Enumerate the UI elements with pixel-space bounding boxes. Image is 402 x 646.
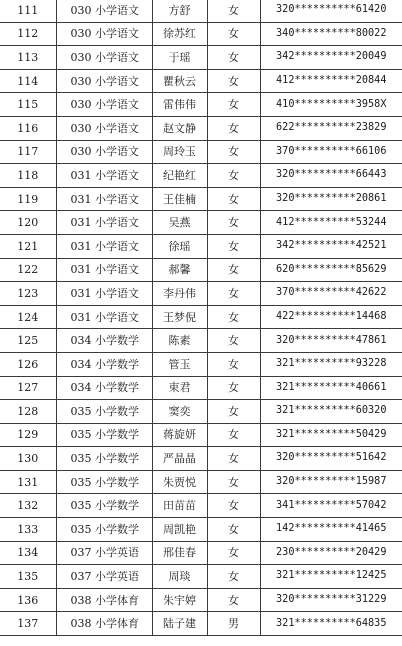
row-number-cell: 120 — [0, 211, 56, 235]
subject-cell: 030 小学语文 — [56, 46, 152, 70]
row-number-cell: 134 — [0, 541, 56, 565]
candidate-name-cell: 郝馨 — [152, 258, 207, 282]
row-number-cell: 121 — [0, 234, 56, 258]
table-row — [0, 518, 402, 542]
subject-cell: 031 小学语文 — [56, 211, 152, 235]
table-row — [0, 211, 402, 235]
subject-cell: 031 小学语文 — [56, 187, 152, 211]
candidate-name-cell: 徐瑶 — [152, 234, 207, 258]
table-row — [0, 612, 402, 636]
subject-cell: 031 小学语文 — [56, 305, 152, 329]
subject-cell: 031 小学语文 — [56, 258, 152, 282]
candidate-name-cell: 朱贾悦 — [152, 470, 207, 494]
subject-cell: 030 小学语文 — [56, 93, 152, 117]
gender-cell: 女 — [207, 282, 260, 306]
gender-cell: 女 — [207, 565, 260, 589]
subject-cell: 031 小学语文 — [56, 164, 152, 188]
table-row — [0, 565, 402, 589]
row-number-cell: 136 — [0, 588, 56, 612]
row-number-cell: 131 — [0, 470, 56, 494]
candidate-name-cell: 李丹伟 — [152, 282, 207, 306]
id-number-cell: 422**********14468 — [260, 305, 402, 329]
candidate-name-cell: 窦奕 — [152, 400, 207, 424]
id-number-cell: 370**********66106 — [260, 140, 402, 164]
id-number-cell: 340**********80022 — [260, 22, 402, 46]
gender-cell: 女 — [207, 329, 260, 353]
candidate-name-cell: 周凯艳 — [152, 518, 207, 542]
row-number-cell: 116 — [0, 116, 56, 140]
candidate-name-cell: 吴燕 — [152, 211, 207, 235]
subject-cell: 037 小学英语 — [56, 541, 152, 565]
row-number-cell: 123 — [0, 282, 56, 306]
id-number-cell: 320**********61420 — [260, 0, 402, 22]
gender-cell: 女 — [207, 470, 260, 494]
id-number-cell: 321**********12425 — [260, 565, 402, 589]
table-row — [0, 329, 402, 353]
gender-cell: 女 — [207, 46, 260, 70]
table-row — [0, 164, 402, 188]
subject-cell: 030 小学语文 — [56, 69, 152, 93]
candidate-name-cell: 周琰 — [152, 565, 207, 589]
table-row — [0, 447, 402, 471]
subject-cell: 030 小学语文 — [56, 116, 152, 140]
id-number-cell: 320**********66443 — [260, 164, 402, 188]
row-number-cell: 127 — [0, 376, 56, 400]
row-number-cell: 132 — [0, 494, 56, 518]
gender-cell: 女 — [207, 518, 260, 542]
row-number-cell: 124 — [0, 305, 56, 329]
table-row — [0, 234, 402, 258]
table-row — [0, 187, 402, 211]
row-number-cell: 135 — [0, 565, 56, 589]
candidate-name-cell: 蒋旋妍 — [152, 423, 207, 447]
row-number-cell: 115 — [0, 93, 56, 117]
row-number-cell: 113 — [0, 46, 56, 70]
table-row — [0, 588, 402, 612]
candidate-name-cell: 徐苏红 — [152, 22, 207, 46]
row-number-cell: 117 — [0, 140, 56, 164]
row-number-cell: 122 — [0, 258, 56, 282]
candidate-name-cell: 田苗苗 — [152, 494, 207, 518]
table-row — [0, 22, 402, 46]
gender-cell: 女 — [207, 116, 260, 140]
subject-cell: 030 小学语文 — [56, 22, 152, 46]
gender-cell: 男 — [207, 612, 260, 636]
table-row — [0, 541, 402, 565]
id-number-cell: 142**********41465 — [260, 518, 402, 542]
gender-cell: 女 — [207, 234, 260, 258]
candidate-name-cell: 周玲玉 — [152, 140, 207, 164]
candidate-name-cell: 邢佳春 — [152, 541, 207, 565]
subject-cell: 030 小学语文 — [56, 0, 152, 22]
subject-cell: 034 小学数学 — [56, 376, 152, 400]
gender-cell: 女 — [207, 541, 260, 565]
gender-cell: 女 — [207, 588, 260, 612]
gender-cell: 女 — [207, 187, 260, 211]
gender-cell: 女 — [207, 447, 260, 471]
gender-cell: 女 — [207, 423, 260, 447]
id-number-cell: 320**********20861 — [260, 187, 402, 211]
subject-cell: 038 小学体育 — [56, 588, 152, 612]
gender-cell: 女 — [207, 305, 260, 329]
id-number-cell: 320**********31229 — [260, 588, 402, 612]
id-number-cell: 342**********20049 — [260, 46, 402, 70]
row-number-cell: 137 — [0, 612, 56, 636]
candidate-name-cell: 束君 — [152, 376, 207, 400]
candidate-name-cell: 王梦倪 — [152, 305, 207, 329]
candidate-name-cell: 纪艳红 — [152, 164, 207, 188]
subject-cell: 035 小学数学 — [56, 518, 152, 542]
id-number-cell: 321**********64835 — [260, 612, 402, 636]
table-row — [0, 140, 402, 164]
id-number-cell: 321**********50429 — [260, 423, 402, 447]
table-row — [0, 400, 402, 424]
candidate-name-cell: 朱宇婷 — [152, 588, 207, 612]
gender-cell: 女 — [207, 69, 260, 93]
gender-cell: 女 — [207, 258, 260, 282]
gender-cell: 女 — [207, 0, 260, 22]
table-row — [0, 376, 402, 400]
id-number-cell: 410**********3958X — [260, 93, 402, 117]
gender-cell: 女 — [207, 164, 260, 188]
id-number-cell: 620**********85629 — [260, 258, 402, 282]
row-number-cell: 112 — [0, 22, 56, 46]
candidate-name-cell: 王佳楠 — [152, 187, 207, 211]
id-number-cell: 370**********42622 — [260, 282, 402, 306]
table-row — [0, 116, 402, 140]
table-row — [0, 69, 402, 93]
row-number-cell: 133 — [0, 518, 56, 542]
candidate-name-cell: 瞿秋云 — [152, 69, 207, 93]
id-number-cell: 412**********53244 — [260, 211, 402, 235]
table-row — [0, 0, 402, 22]
gender-cell: 女 — [207, 376, 260, 400]
table-row — [0, 258, 402, 282]
subject-cell: 035 小学数学 — [56, 494, 152, 518]
id-number-cell: 412**********20844 — [260, 69, 402, 93]
subject-cell: 035 小学数学 — [56, 470, 152, 494]
table-row — [0, 282, 402, 306]
table-row — [0, 305, 402, 329]
table-row — [0, 494, 402, 518]
row-number-cell: 111 — [0, 0, 56, 22]
subject-cell: 038 小学体育 — [56, 612, 152, 636]
gender-cell: 女 — [207, 494, 260, 518]
gender-cell: 女 — [207, 22, 260, 46]
table-row — [0, 470, 402, 494]
row-number-cell: 119 — [0, 187, 56, 211]
subject-cell: 030 小学语文 — [56, 140, 152, 164]
row-number-cell: 114 — [0, 69, 56, 93]
subject-cell: 035 小学数学 — [56, 423, 152, 447]
row-number-cell: 126 — [0, 352, 56, 376]
subject-cell: 035 小学数学 — [56, 400, 152, 424]
gender-cell: 女 — [207, 400, 260, 424]
gender-cell: 女 — [207, 352, 260, 376]
candidate-name-cell: 管玉 — [152, 352, 207, 376]
candidate-name-cell: 陆子建 — [152, 612, 207, 636]
candidate-name-cell: 雷伟伟 — [152, 93, 207, 117]
gender-cell: 女 — [207, 140, 260, 164]
candidate-name-cell: 于瑶 — [152, 46, 207, 70]
subject-cell: 037 小学英语 — [56, 565, 152, 589]
id-number-cell: 342**********42521 — [260, 234, 402, 258]
candidate-name-cell: 严晶晶 — [152, 447, 207, 471]
table-row — [0, 352, 402, 376]
id-number-cell: 320**********15987 — [260, 470, 402, 494]
row-number-cell: 118 — [0, 164, 56, 188]
id-number-cell: 341**********57042 — [260, 494, 402, 518]
gender-cell: 女 — [207, 211, 260, 235]
id-number-cell: 320**********51642 — [260, 447, 402, 471]
subject-cell: 031 小学语文 — [56, 234, 152, 258]
id-number-cell: 622**********23829 — [260, 116, 402, 140]
table-row — [0, 46, 402, 70]
candidate-name-cell: 方舒 — [152, 0, 207, 22]
gender-cell: 女 — [207, 93, 260, 117]
table-row — [0, 93, 402, 117]
row-number-cell: 125 — [0, 329, 56, 353]
id-number-cell: 321**********40661 — [260, 376, 402, 400]
subject-cell: 031 小学语文 — [56, 282, 152, 306]
id-number-cell: 321**********93228 — [260, 352, 402, 376]
row-number-cell: 128 — [0, 400, 56, 424]
row-number-cell: 129 — [0, 423, 56, 447]
id-number-cell: 320**********47861 — [260, 329, 402, 353]
table-row — [0, 423, 402, 447]
candidate-name-cell: 赵文静 — [152, 116, 207, 140]
row-number-cell: 130 — [0, 447, 56, 471]
subject-cell: 034 小学数学 — [56, 352, 152, 376]
id-number-cell: 321**********60320 — [260, 400, 402, 424]
subject-cell: 034 小学数学 — [56, 329, 152, 353]
subject-cell: 035 小学数学 — [56, 447, 152, 471]
id-number-cell: 230**********20429 — [260, 541, 402, 565]
candidate-name-cell: 陈素 — [152, 329, 207, 353]
